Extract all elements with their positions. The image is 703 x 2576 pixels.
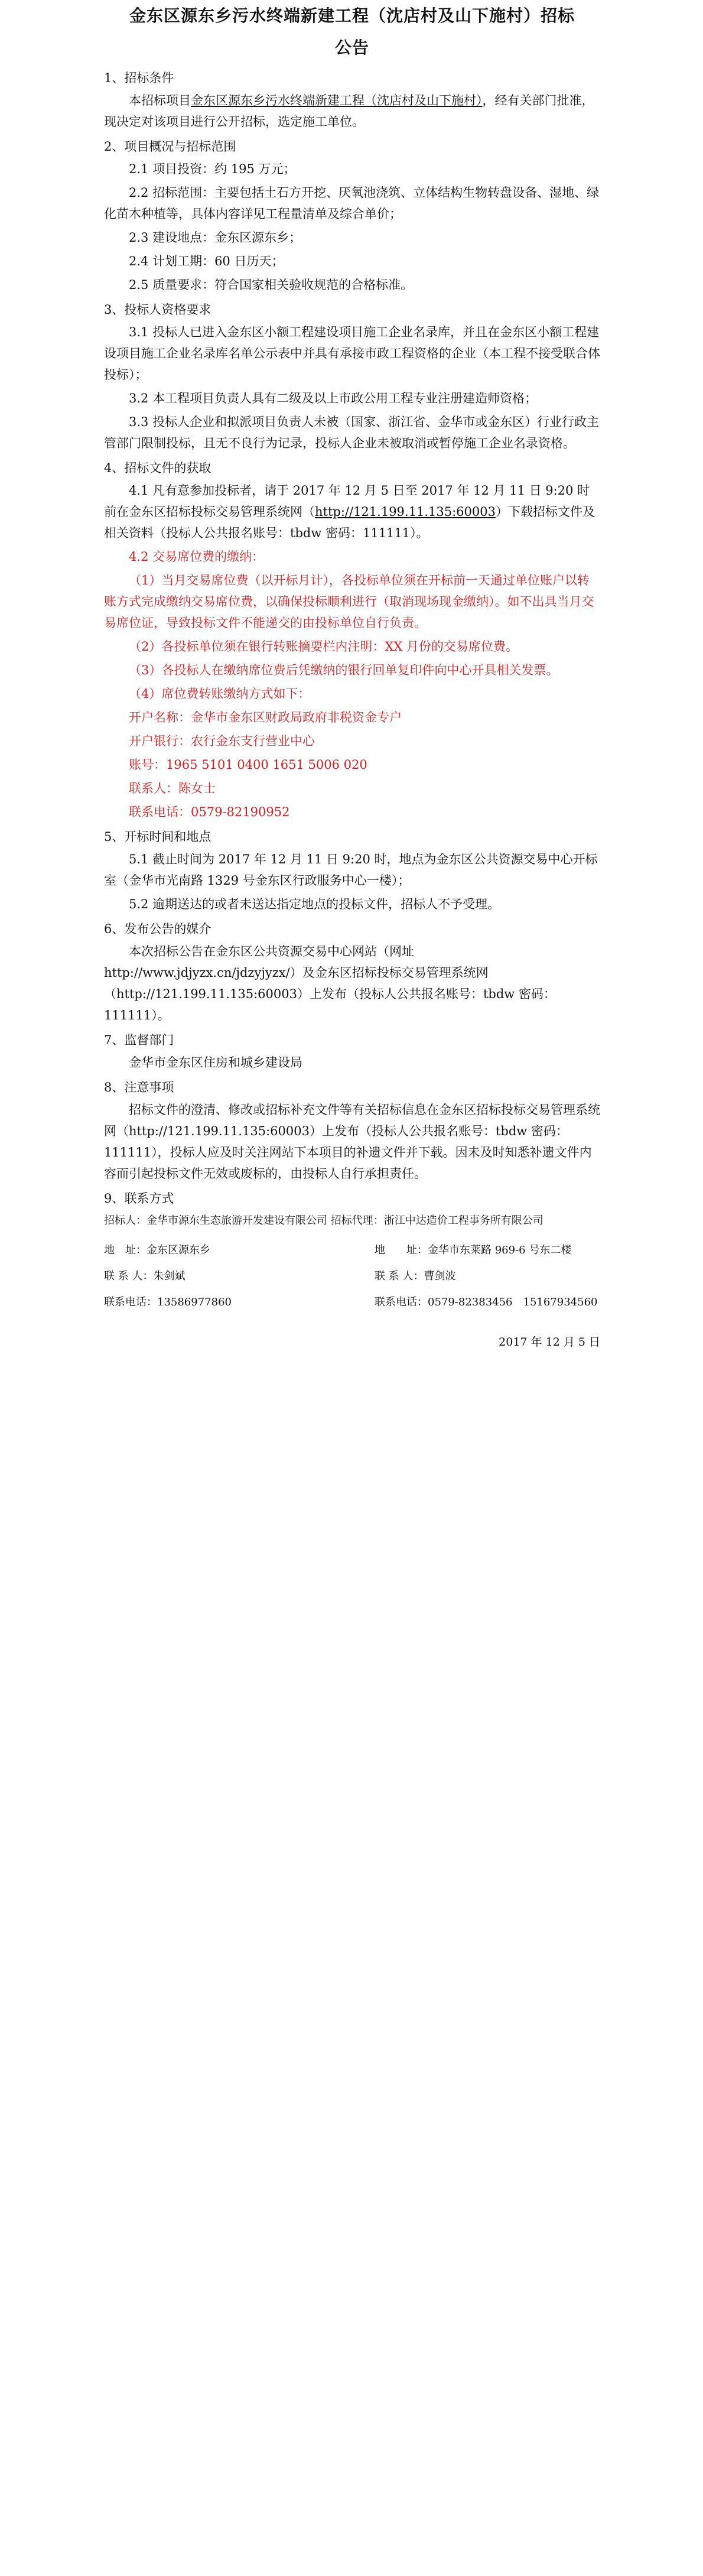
title-line-2: 公告 (334, 38, 369, 57)
s2-item-1: 2.1 项目投资：约 195 万元； (129, 162, 296, 176)
tenderer-phone: 联系电话：13586977860 (104, 1296, 232, 1308)
document-title (104, 0, 600, 64)
section-9-heading: 9、联系方式 (104, 1191, 174, 1206)
s8-paragraph: 招标文件的澄清、修改或招标补充文件等有关招标信息在金东区招标投标交易管理系统网（http://121.199.11.135:60003）上发布（投标人公共报名账号：tbdw 密码：111111），投标人应及时关注网站下本项目的补遗文件并下载。因未及时知悉补遗文件内容而引起投标文件无效或废标的，由投标人自行承担责任。 (104, 1103, 600, 1181)
section-6-heading: 6、发布公告的媒介 (104, 922, 211, 936)
section-7-heading: 7、监督部门 (104, 1033, 174, 1047)
bidding-system-link[interactable]: http://121.199.11.135:60003 (315, 505, 496, 519)
s2-item-3: 2.3 建设地点：金东区源东乡； (129, 230, 302, 245)
announcement-date: 2017 年 12 月 5 日 (499, 1336, 600, 1349)
contact-phone-row (104, 1289, 600, 1315)
s3-item-3: 3.3 投标人企业和拟派项目负责人未被（国家、浙江省、金华市或金东区）行业行政主管部门限制投标，且无不良行为记录，投标人企业未被取消或暂停施工企业名录资格。 (104, 415, 600, 450)
fee-rule-4: （4）席位费转账缴纳方式如下： (129, 687, 311, 701)
fee-rule-1: （1）当月交易席位费（以开标月计），各投标单位须在开标前一天通过单位账户以转账方式完成缴纳交易席位费，以确保投标顺利进行（取消现场现金缴纳）。如不出具当月交易席位证，导致投标文件不能递交的由投标单位自行负责。 (104, 573, 594, 630)
account-bank: 开户银行：农行金东支行营业中心 (129, 734, 315, 748)
fee-rule-3: （3）各投标人在缴纳席位费后凭缴纳的银行回单复印件向中心开具相关发票。 (129, 663, 559, 677)
tenderer-contact: 联 系 人：朱剑斌 (104, 1270, 185, 1282)
s4-item-2: 4.2 交易席位费的缴纳： (129, 550, 265, 564)
s2-item-4: 2.4 计划工期：60 日历天； (129, 254, 284, 268)
s2-item-5: 2.5 质量要求：符合国家相关验收规范的合格标准。 (129, 278, 414, 292)
account-phone: 联系电话：0579-82190952 (129, 805, 290, 819)
s5-item-1: 5.1 截止时间为 2017 年 12 月 11 日 9:20 时，地点为金东区公共资源交易中心开标室（金华市光南路 1329 号金东区行政服务中心一楼）； (104, 852, 598, 888)
s4-item-1-a: 4.1 凡有意参加投标者，请于 2017 年 12 月 5 日至 2017 年 12 月 11 日 9:20 时前在金东区招标投标交易管理系统网（ (104, 483, 590, 519)
account-name: 开户名称：金华市金东区财政局政府非税资金专户 (129, 710, 402, 725)
section-4-heading: 4、招标文件的获取 (104, 461, 211, 475)
agent-address: 地 址：金华市东莱路 969-6 号东二楼 (375, 1244, 572, 1256)
title-line-1: 金东区源东乡污水终端新建工程（沈店村及山下施村）招标 (129, 6, 575, 25)
s3-item-1: 3.1 投标人已进入金东区小额工程建设项目施工企业名录库，并且在金东区小额工程建设项目施工企业名录库名单公示表中并具有承接市政工程资格的企业（本工程不接受联合体投标）； (104, 325, 600, 382)
fee-rule-2: （2）各投标单位须在银行转账摘要栏内注明：XX 月份的交易席位费。 (129, 639, 518, 654)
s4-item-1-b: ）下载招标文件及相关资料（投标人公共报名账号：tbdw 密码：111111）。 (104, 505, 595, 540)
s1-text-b: ，经有关部门批准，现决定对该项目进行公开招标，选定施工单位。 (104, 93, 594, 129)
announcement-document (104, 0, 600, 1349)
s7-paragraph: 金华市金东区住房和城乡建设局 (129, 1055, 302, 1070)
s4-item-1 (104, 480, 600, 544)
section-8-heading: 8、注意事项 (104, 1080, 174, 1094)
s6-paragraph: 本次招标公告在金东区公共资源交易中心网站（网址 http://www.jdjyzx.cn/jdzyjyzx/）及金东区招标投标交易管理系统网（http://121.199.11.135:60003）上发布（投标人公共报名账号：tbdw 密码：111111）。 (104, 944, 556, 1022)
section-5-heading: 5、开标时间和地点 (104, 830, 211, 844)
section-2-heading: 2、项目概况与招标范围 (104, 139, 236, 154)
agent-contact: 联 系 人：曹剑波 (375, 1270, 456, 1282)
tenderer-address: 地 址：金东区源东乡 (104, 1244, 210, 1256)
account-contact: 联系人：陈女士 (129, 781, 216, 795)
s1-project-name: 金东区源东乡污水终端新建工程（沈店村及山下施村） (191, 93, 483, 108)
contact-parties: 招标人：金华市源东生态旅游开发建设有限公司 招标代理：浙江中达造价工程事务所有限公司 (104, 1214, 543, 1227)
s2-item-2: 2.2 招标范围：主要包括土石方开挖、厌氧池浇筑、立体结构生物转盘设备、湿地、绿化苗木种植等，具体内容详见工程量清单及综合单价； (104, 186, 600, 221)
section-3-heading: 3、投标人资格要求 (104, 303, 211, 317)
account-number: 账号：1965 5101 0400 1651 5006 020 (129, 758, 367, 772)
contact-person-row (104, 1263, 600, 1289)
agent-phone: 联系电话：0579-82383456 15167934560 (375, 1296, 598, 1308)
contact-address-row (104, 1237, 600, 1263)
s5-item-2: 5.2 逾期送达的或者未送达指定地点的投标文件，招标人不予受理。 (129, 897, 500, 911)
section-1-heading: 1、招标条件 (104, 71, 174, 85)
section-1-paragraph (104, 90, 600, 132)
s3-item-2: 3.2 本工程项目负责人具有二级及以上市政公用工程专业注册建造师资格； (129, 391, 538, 405)
s1-text-a: 本招标项目 (129, 93, 191, 108)
